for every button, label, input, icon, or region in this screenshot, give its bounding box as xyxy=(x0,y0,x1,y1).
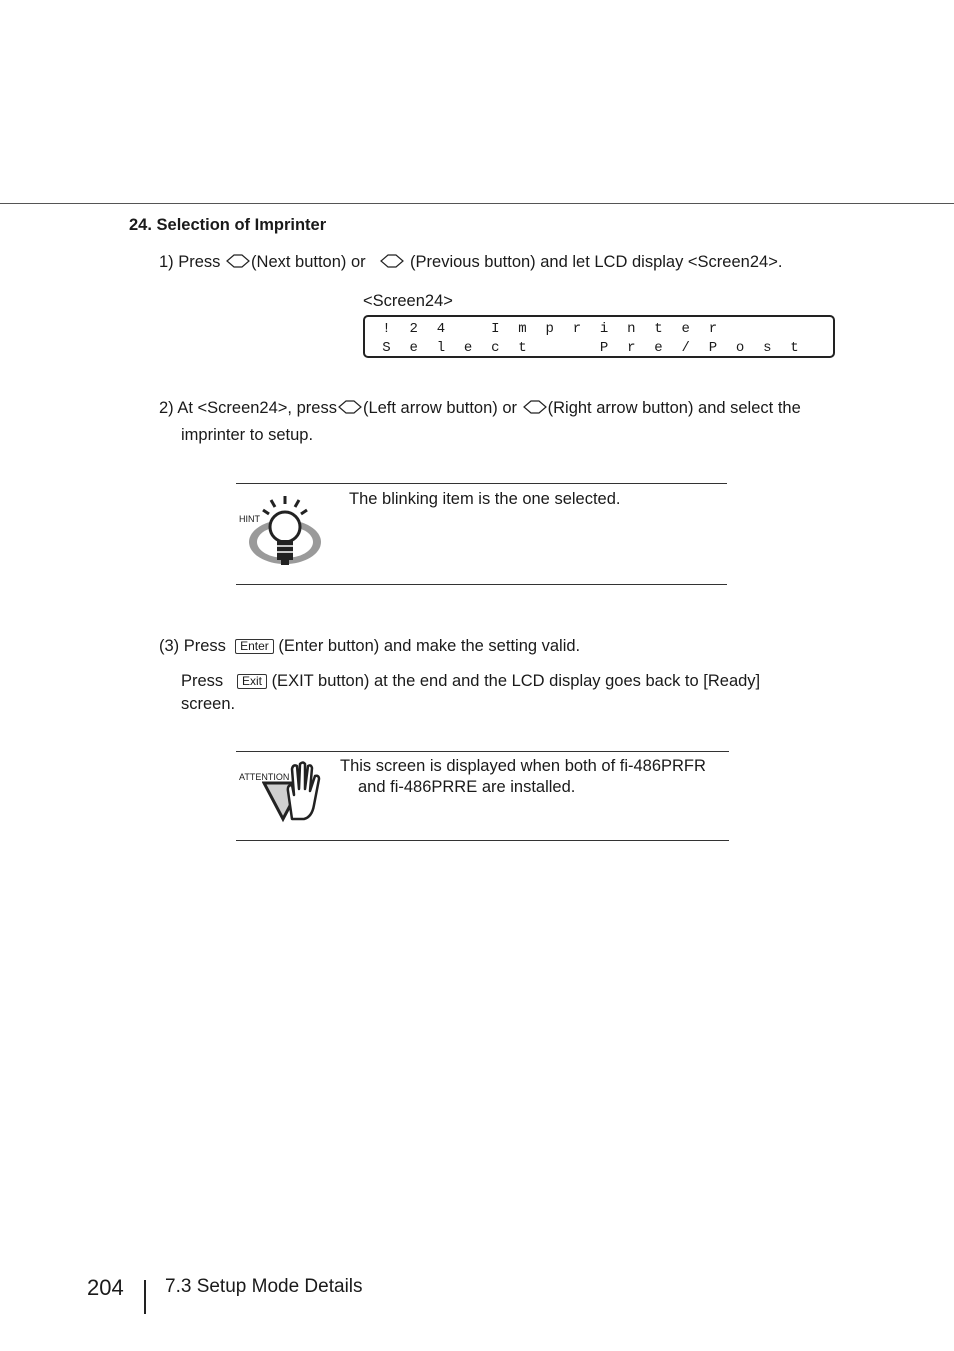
step3-line3: screen. xyxy=(181,695,236,713)
attention-line2: and fi-486PRRE are installed. xyxy=(358,778,576,796)
step3-prefix: (3) Press xyxy=(159,637,226,655)
step2-line2: imprinter to setup. xyxy=(181,426,314,444)
top-rule xyxy=(0,203,954,204)
step3-line1 xyxy=(159,636,580,656)
attention-icon xyxy=(262,761,332,823)
lcd-char: P xyxy=(599,340,609,356)
footer-section-title: 7.3 Setup Mode Details xyxy=(165,1276,363,1297)
lcd-char: e xyxy=(654,340,663,356)
exit-key-icon: Exit xyxy=(237,674,267,689)
step1-next-label: (Next button) or xyxy=(251,253,366,271)
screen-label: <Screen24> xyxy=(363,292,453,310)
next-button-icon xyxy=(225,253,251,269)
attention-bottom-rule xyxy=(236,840,729,841)
previous-button-icon xyxy=(379,253,405,269)
right-arrow-button-icon xyxy=(522,399,548,415)
lcd-char: P xyxy=(708,340,718,356)
hint-bottom-rule xyxy=(236,584,727,585)
attention-line1: This screen is displayed when both of fi-486PRFR xyxy=(340,757,706,775)
lcd-char: r xyxy=(572,321,582,337)
step2-text-c: (Right arrow button) and select the xyxy=(547,399,801,417)
hint-icon-label: HINT xyxy=(239,514,260,524)
attention-top-rule xyxy=(236,751,729,752)
lcd-char: m xyxy=(518,321,527,337)
lcd-char: 4 xyxy=(436,321,446,337)
step1-line xyxy=(159,252,782,272)
lcd-char: p xyxy=(545,321,554,337)
step1-prefix: 1) Press xyxy=(159,253,221,271)
lcd-char: c xyxy=(491,340,500,356)
lcd-char: r xyxy=(627,340,636,356)
lcd-char: l xyxy=(436,340,446,356)
lcd-char: / xyxy=(681,340,690,356)
lcd-char: ! xyxy=(382,321,391,337)
hint-top-rule xyxy=(236,483,727,484)
attention-icon-label: ATTENTION xyxy=(239,772,290,782)
lcd-char: t xyxy=(518,340,527,356)
lcd-char: e xyxy=(463,340,473,356)
step2-line1 xyxy=(159,398,801,418)
step3-enter-text: (Enter button) and make the setting valid. xyxy=(278,637,581,655)
step3-line2 xyxy=(181,671,760,691)
lcd-char: S xyxy=(382,340,391,356)
lcd-char: e xyxy=(409,340,418,356)
lcd-char: o xyxy=(735,340,745,356)
lcd-display xyxy=(363,315,835,358)
lcd-char: t xyxy=(790,340,799,356)
enter-key-icon: Enter xyxy=(235,639,274,654)
step1-prev-label: (Previous button) and let LCD display <Screen24>. xyxy=(410,253,783,271)
lcd-char: i xyxy=(599,321,609,337)
hint-text: The blinking item is the one selected. xyxy=(349,490,621,508)
lcd-char: n xyxy=(627,321,636,337)
lcd-char: t xyxy=(654,321,663,337)
footer-divider xyxy=(144,1280,146,1314)
left-arrow-button-icon xyxy=(337,399,363,415)
step2-text-b: (Left arrow button) or xyxy=(362,399,518,417)
lcd-char: r xyxy=(708,321,718,337)
section-heading: 24. Selection of Imprinter xyxy=(129,216,327,234)
lcd-char: 2 xyxy=(409,321,418,337)
lcd-char: e xyxy=(681,321,690,337)
hint-icon xyxy=(238,494,328,570)
step3-exit-text: (EXIT button) at the end and the LCD display goes back to [Ready] xyxy=(271,672,761,690)
lcd-char: s xyxy=(763,340,772,356)
step3-press: Press xyxy=(181,672,224,690)
page-number: 204 xyxy=(87,1275,124,1300)
step2-text-a: 2) At <Screen24>, press xyxy=(159,399,337,417)
lcd-char: I xyxy=(491,321,500,337)
